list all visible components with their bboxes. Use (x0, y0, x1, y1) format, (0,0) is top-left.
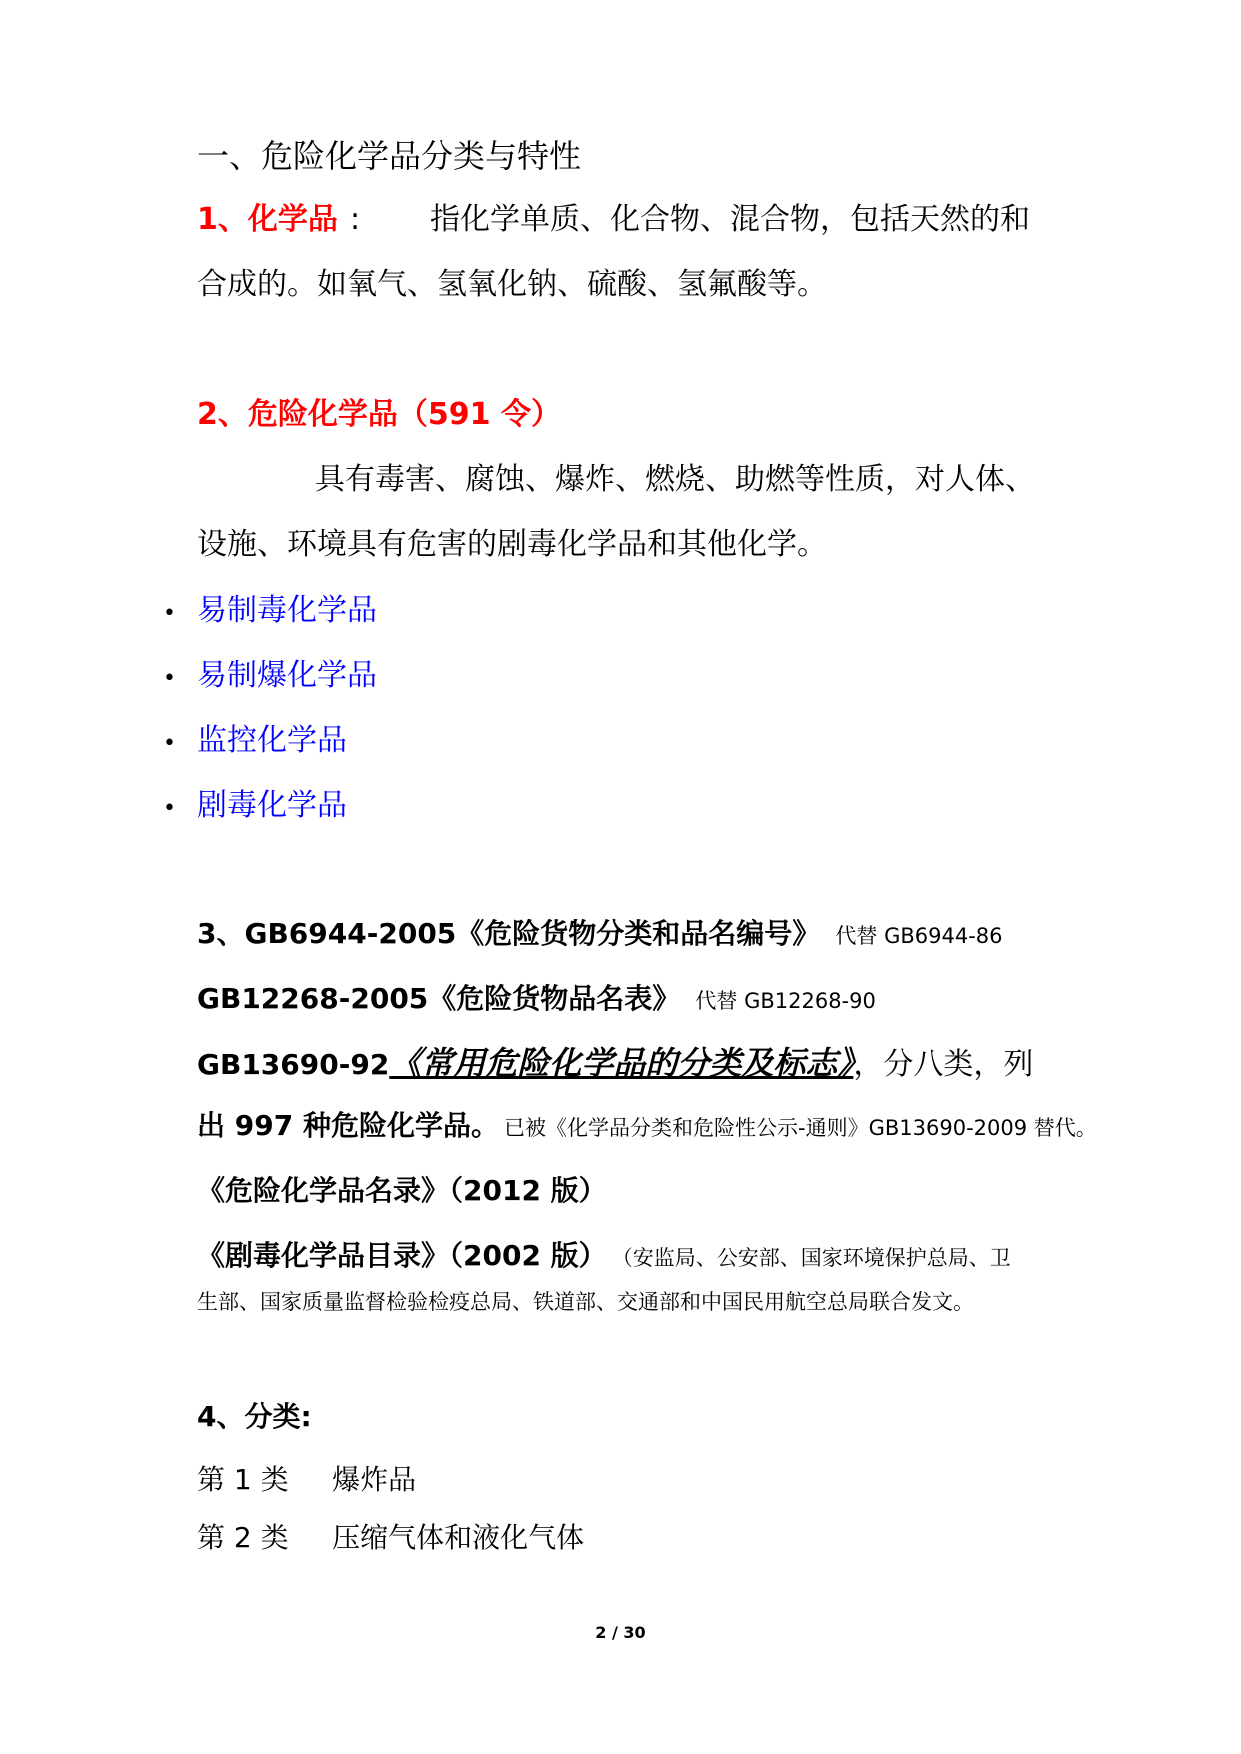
class-name: 爆炸品 (332, 1463, 417, 1496)
item3-line4-small: 已被《化学品分类和危险性公示-通则》GB13690-2009 替代。 (504, 1116, 1097, 1140)
bullet-marker: • (163, 601, 176, 626)
item2-label: 2、危险化学品（591 令） (197, 397, 561, 432)
item1-label: 1、化学品 (197, 202, 338, 237)
item3-line1-main: 3、GB6944-2005《危险货物分类和品名编号》 (197, 917, 821, 950)
bullet-item: 剧毒化学品 (197, 788, 347, 823)
bullet-marker: • (163, 731, 176, 756)
class-row (197, 1521, 585, 1554)
item1-line2: 合成的。如氧气、氢氧化钠、硫酸、氢氟酸等。 (197, 267, 827, 302)
item3-line3-rest: ，分八类，列 (853, 1047, 1034, 1082)
class-number: 第 2 类 (197, 1521, 289, 1554)
page-number: 2 / 30 (595, 1623, 646, 1642)
item3-line4-main: 出 997 种危险化学品。 (197, 1109, 499, 1142)
item1-colon: : (350, 202, 361, 237)
item3-line3 (197, 1044, 1034, 1082)
item2-line1: 具有毒害、腐蚀、爆炸、燃烧、助燃等性质，对人体、 (315, 462, 1035, 497)
section-title: 一、危险化学品分类与特性 (197, 137, 582, 175)
bullet-item: 易制爆化学品 (197, 658, 377, 693)
item1-line1: 指化学单质、化合物、混合物，包括天然的和 (430, 202, 1030, 237)
item3-line2 (197, 982, 876, 1015)
item2-line2: 设施、环境具有危害的剧毒化学品和其他化学。 (197, 527, 827, 562)
item3-line4 (197, 1109, 1097, 1142)
item3-line1-small: 代替 GB6944-86 (835, 924, 1003, 948)
item4-label: 4、分类: (197, 1400, 312, 1433)
item3-line6-small: （安监局、公安部、国家环境保护总局、卫 (611, 1246, 1011, 1270)
class-name: 压缩气体和液化气体 (332, 1521, 585, 1554)
item3-line6 (197, 1239, 1011, 1272)
item3-line6-main: 《剧毒化学品目录》（2002 版） (197, 1239, 607, 1272)
item3-line3-code: GB13690-92 (197, 1048, 390, 1081)
item3-line2-small: 代替 GB12268-90 (695, 989, 876, 1013)
bullet-marker: • (163, 666, 176, 691)
class-number: 第 1 类 (197, 1463, 289, 1496)
item3-line3-title: 《常用危险化学品的分类及标志》 (389, 1044, 854, 1082)
item3-line5: 《危险化学品名录》（2012 版） (197, 1174, 607, 1207)
item3-line1 (197, 917, 1003, 950)
class-row (197, 1463, 417, 1496)
item3-line7: 生部、国家质量监督检验检疫总局、铁道部、交通部和中国民用航空总局联合发文。 (197, 1290, 974, 1314)
item3-line2-main: GB12268-2005《危险货物品名表》 (197, 982, 681, 1015)
bullet-item: 易制毒化学品 (197, 593, 377, 628)
bullet-item: 监控化学品 (197, 723, 347, 758)
bullet-marker: • (163, 796, 176, 821)
